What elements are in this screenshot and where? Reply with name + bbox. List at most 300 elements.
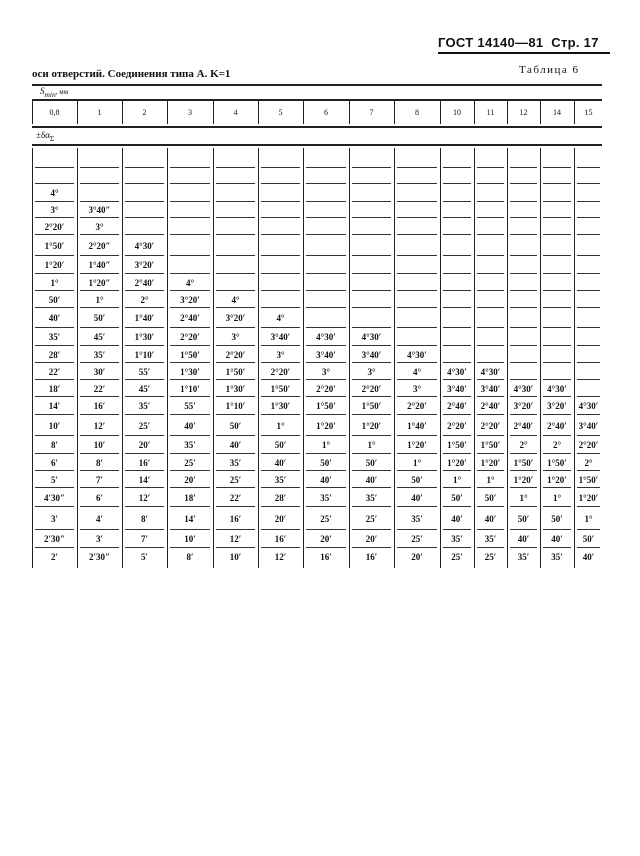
table-cell xyxy=(125,218,164,235)
table-cell: 16′ xyxy=(365,551,378,562)
table-cell: 8′ xyxy=(140,513,149,524)
table-cell xyxy=(577,328,600,346)
table-cell: 2°40′ xyxy=(447,401,467,411)
table-cell xyxy=(397,218,437,235)
table-cell: 1° xyxy=(519,492,528,503)
table-cell xyxy=(443,184,471,202)
table-cell xyxy=(306,291,346,308)
table-cell xyxy=(352,291,391,308)
table-cell xyxy=(543,346,571,363)
table-cell: 3° xyxy=(367,366,376,377)
table-cell: 4°30′ xyxy=(407,349,427,360)
column-header: 11 xyxy=(486,107,495,117)
table-cell xyxy=(443,235,471,256)
table-cell: 3°40′ xyxy=(578,420,599,431)
table-cell: 22′ xyxy=(93,383,106,394)
table-cell: 3°40″ xyxy=(88,205,111,215)
table-cell: 35′ xyxy=(138,401,151,411)
table-cell xyxy=(397,291,437,308)
column-divider xyxy=(574,148,575,568)
table-cell xyxy=(125,202,164,218)
table-cell: 1° xyxy=(412,457,422,468)
table-cell xyxy=(510,328,537,346)
table-cell: 8′ xyxy=(95,457,104,468)
table-cell: 3°20′ xyxy=(225,313,246,323)
table-cell: 3°20′ xyxy=(180,294,200,305)
table-cell xyxy=(443,256,471,274)
smin-label: $S_{min}$, мм xyxy=(40,86,69,99)
table-cell: 40′ xyxy=(411,492,423,503)
table-cell xyxy=(543,168,571,184)
table-cell: 2°20′ xyxy=(407,401,427,411)
table-cell: 1°20″ xyxy=(88,277,111,288)
table-cell: 2°20′ xyxy=(225,349,246,360)
table-cell: 40′ xyxy=(274,457,287,468)
table-cell: 14′ xyxy=(184,513,196,524)
table-cell: 3°40′ xyxy=(270,332,291,342)
column-divider xyxy=(167,148,168,568)
table-cell: 1° xyxy=(367,440,376,450)
table-cell: 25′ xyxy=(411,534,423,544)
table-cell xyxy=(261,256,300,274)
table-cell: 4° xyxy=(412,366,422,377)
table-cell xyxy=(443,308,471,328)
table-cell: 40′ xyxy=(48,313,61,323)
table-cell: 16′ xyxy=(320,551,332,562)
table-cell xyxy=(477,168,504,184)
column-header: 2 xyxy=(142,107,147,117)
table-cell xyxy=(216,148,255,168)
table-cell: 40′ xyxy=(184,420,196,431)
table-cell: 1°50′ xyxy=(480,440,501,450)
table-cell: 2°20′ xyxy=(447,420,467,431)
table-cell: 1°10′ xyxy=(134,349,155,360)
column-divider xyxy=(213,100,214,124)
table-cell: 40′ xyxy=(517,534,530,544)
table-cell: 50′ xyxy=(411,474,423,485)
standard-title xyxy=(438,35,599,50)
table-cell xyxy=(577,256,600,274)
column-divider xyxy=(474,148,475,568)
table-cell xyxy=(261,148,300,168)
table-cell xyxy=(261,274,300,291)
table-cell: 1°40′ xyxy=(407,420,427,431)
table-cell: 1°50′ xyxy=(547,457,567,468)
table-cell: 4°30′ xyxy=(134,240,155,251)
table-cell xyxy=(397,148,437,168)
column-divider xyxy=(77,100,78,124)
table-cell xyxy=(543,291,571,308)
column-header: 1 xyxy=(97,107,102,117)
table-cell: 50′ xyxy=(320,457,332,468)
table-cell: 50′ xyxy=(93,313,106,323)
table-cell: 3°40′ xyxy=(316,349,336,360)
column-divider xyxy=(32,100,33,124)
table-cell xyxy=(352,184,391,202)
table-cell: 50′ xyxy=(274,440,287,450)
table-cell: 25′ xyxy=(451,551,463,562)
table-cell xyxy=(352,148,391,168)
table-cell: 20′ xyxy=(184,474,196,485)
table-cell: 10′ xyxy=(48,420,61,431)
table-cell: 3′ xyxy=(50,513,59,524)
table-cell xyxy=(443,202,471,218)
table-cell xyxy=(306,235,346,256)
header-rule-2 xyxy=(32,126,602,128)
table-cell xyxy=(577,218,600,235)
table-cell xyxy=(543,235,571,256)
table-cell: 1° xyxy=(452,474,462,485)
table-cell: 16′ xyxy=(274,534,287,544)
table-cell xyxy=(510,363,537,380)
table-cell xyxy=(577,184,600,202)
column-divider xyxy=(258,100,259,124)
table-cell xyxy=(352,218,391,235)
table-cell: 3° xyxy=(276,349,285,360)
table-cell: 10′ xyxy=(229,551,242,562)
column-divider xyxy=(303,148,304,568)
table-cell xyxy=(306,168,346,184)
table-cell: 5′ xyxy=(140,551,149,562)
table-cell xyxy=(477,184,504,202)
table-cell xyxy=(443,274,471,291)
table-cell: 12′ xyxy=(93,420,106,431)
table-cell: 25′ xyxy=(138,420,151,431)
table-cell: 10′ xyxy=(184,534,196,544)
table-cell: 35′ xyxy=(274,474,287,485)
table-cell xyxy=(477,218,504,235)
table-cell: 12′ xyxy=(229,534,242,544)
table-cell: 16′ xyxy=(138,457,151,468)
table-cell: 2°40′ xyxy=(513,420,534,431)
table-cell: 1° xyxy=(321,440,331,450)
table-cell xyxy=(261,291,300,308)
table-cell xyxy=(261,168,300,184)
table-cell: 2°20′ xyxy=(44,221,65,232)
table-cell: 40′ xyxy=(229,440,242,450)
table-cell: 50′ xyxy=(451,492,463,503)
table-cell xyxy=(306,148,346,168)
table-cell: 1°40′ xyxy=(134,313,155,323)
table-cell: 12′ xyxy=(138,492,151,503)
table-cell xyxy=(543,202,571,218)
column-divider xyxy=(167,100,168,124)
table-cell: 2°20′ xyxy=(270,366,291,377)
table-cell: 1°50′ xyxy=(447,440,467,450)
table-cell: 10′ xyxy=(93,440,106,450)
table-cell xyxy=(216,168,255,184)
column-divider xyxy=(122,148,123,568)
table-cell xyxy=(306,218,346,235)
table-cell: 2°20′ xyxy=(316,383,336,394)
table-cell: 45′ xyxy=(93,332,106,342)
table-cell xyxy=(261,184,300,202)
table-cell: 20′ xyxy=(365,534,378,544)
table-subtitle: оси отверстий. Соединения типа А. K=1 xyxy=(32,68,231,80)
table-cell xyxy=(261,218,300,235)
table-cell: 35′ xyxy=(451,534,463,544)
table-cell: 4°30′ xyxy=(513,383,534,394)
table-cell xyxy=(510,218,537,235)
table-cell xyxy=(125,184,164,202)
table-cell xyxy=(510,235,537,256)
table-cell xyxy=(170,168,210,184)
column-header: 14 xyxy=(553,107,561,117)
table-cell xyxy=(125,168,164,184)
table-cell xyxy=(397,256,437,274)
table-cell: 1°20′ xyxy=(361,420,382,431)
table-cell xyxy=(216,218,255,235)
table-cell: 22′ xyxy=(229,492,242,503)
table-cell xyxy=(306,308,346,328)
table-cell: 50′ xyxy=(484,492,497,503)
table-cell: 3′ xyxy=(95,534,104,544)
table-cell xyxy=(216,256,255,274)
table-cell xyxy=(577,202,600,218)
table-cell: 4′ xyxy=(95,513,104,524)
column-divider xyxy=(122,100,123,124)
table-cell: 3° xyxy=(95,221,104,232)
table-cell: 14′ xyxy=(138,474,151,485)
table-cell: 35′ xyxy=(551,551,563,562)
table-cell: 2′30″ xyxy=(88,551,110,562)
table-cell xyxy=(352,308,391,328)
table-cell: 55′ xyxy=(138,366,151,377)
table-cell: 1°30′ xyxy=(134,332,155,342)
table-cell: 1°50′ xyxy=(44,240,65,251)
table-cell: 1°20′ xyxy=(407,440,427,450)
table-cell: 6′ xyxy=(50,457,59,468)
table-cell xyxy=(477,256,504,274)
table-cell: 1°20′ xyxy=(447,457,467,468)
table-cell: 2′30″ xyxy=(43,534,65,544)
table-cell: 40′ xyxy=(365,474,378,485)
table-cell xyxy=(443,291,471,308)
column-header: 15 xyxy=(584,107,593,117)
table-cell: 25′ xyxy=(229,474,242,485)
table-cell: 3° xyxy=(50,205,59,215)
table-top-rule xyxy=(32,84,602,86)
table-cell xyxy=(543,218,571,235)
table-cell xyxy=(261,235,300,256)
table-cell: 4°30′ xyxy=(361,332,382,342)
table-cell: 4° xyxy=(231,294,240,305)
header-rule-3 xyxy=(32,144,602,146)
table-cell: 1°40″ xyxy=(88,260,111,270)
table-cell xyxy=(80,184,119,202)
column-divider xyxy=(394,100,395,124)
column-header: 6 xyxy=(324,107,328,117)
table-cell: 4°30′ xyxy=(480,366,501,377)
column-divider xyxy=(540,100,541,124)
column-divider xyxy=(349,148,350,568)
table-cell xyxy=(510,202,537,218)
table-cell: 50′ xyxy=(517,513,530,524)
table-cell xyxy=(170,218,210,235)
table-cell: 1° xyxy=(50,277,59,288)
table-cell: 2°20′ xyxy=(361,383,382,394)
table-cell xyxy=(352,235,391,256)
table-cell: 20′ xyxy=(274,513,287,524)
table-cell xyxy=(352,256,391,274)
table-cell xyxy=(170,235,210,256)
table-cell xyxy=(543,148,571,168)
table-cell xyxy=(443,346,471,363)
table-cell xyxy=(397,202,437,218)
table-cell: 1°50′ xyxy=(513,457,534,468)
table-cell: 35′ xyxy=(411,513,423,524)
table-cell: 16′ xyxy=(229,513,242,524)
table-cell xyxy=(543,274,571,291)
table-cell: 1° xyxy=(486,474,495,485)
table-cell: 1° xyxy=(95,294,104,305)
table-cell: 35′ xyxy=(184,440,196,450)
table-cell: 35′ xyxy=(93,349,106,360)
table-cell: 2°20′ xyxy=(480,420,501,431)
table-cell: 50′ xyxy=(48,294,61,305)
table-cell xyxy=(477,235,504,256)
column-header: 4 xyxy=(233,107,238,117)
column-divider xyxy=(213,148,214,568)
table-cell xyxy=(543,256,571,274)
column-divider xyxy=(349,100,350,124)
table-cell xyxy=(543,363,571,380)
column-header: 10 xyxy=(453,107,461,117)
table-cell: 18′ xyxy=(48,383,61,394)
table-cell: 2° xyxy=(519,440,528,450)
page-number: Стр. 17 xyxy=(551,35,599,50)
table-cell: 1°50′ xyxy=(361,401,382,411)
table-cell: 4° xyxy=(50,188,59,198)
table-cell xyxy=(577,274,600,291)
table-cell: 3° xyxy=(321,366,331,377)
table-cell xyxy=(510,184,537,202)
table-cell xyxy=(477,202,504,218)
table-cell: 1°20′ xyxy=(547,474,567,485)
column-header: 3 xyxy=(188,107,192,117)
table-cell: 40′ xyxy=(484,513,497,524)
table-cell xyxy=(306,256,346,274)
table-cell: 50′ xyxy=(551,513,563,524)
column-divider xyxy=(507,100,508,124)
table-cell xyxy=(510,346,537,363)
table-cell: 3°40′ xyxy=(361,349,382,360)
table-cell xyxy=(352,168,391,184)
table-cell xyxy=(306,274,346,291)
column-header: 8 xyxy=(415,107,419,117)
table-cell xyxy=(443,218,471,235)
table-cell: 1°50′ xyxy=(180,349,200,360)
table-cell: 30′ xyxy=(93,366,106,377)
column-divider xyxy=(258,148,259,568)
column-divider xyxy=(394,148,395,568)
table-cell: 4° xyxy=(185,277,195,288)
table-cell: 28′ xyxy=(274,492,287,503)
table-cell xyxy=(577,148,600,168)
table-cell xyxy=(170,184,210,202)
table-cell xyxy=(170,256,210,274)
column-divider xyxy=(440,100,441,124)
table-cell: 1° xyxy=(552,492,562,503)
table-cell: 35′ xyxy=(517,551,530,562)
table-cell xyxy=(352,202,391,218)
table-cell: 1°50′ xyxy=(225,366,246,377)
table-cell: 2°20″ xyxy=(88,240,111,251)
table-cell: 25′ xyxy=(484,551,497,562)
table-cell: 3°40′ xyxy=(447,383,467,394)
table-cell: 35′ xyxy=(484,534,497,544)
table-cell: 16′ xyxy=(93,401,106,411)
table-cell: 1° xyxy=(276,420,285,431)
table-cell: 3°20′ xyxy=(547,401,567,411)
table-cell: 3° xyxy=(231,332,240,342)
table-cell: 25′ xyxy=(184,457,196,468)
table-cell: 1°50′ xyxy=(578,474,599,485)
table-cell: 4°30′ xyxy=(447,366,467,377)
table-cell: 2°20′ xyxy=(180,332,200,342)
table-cell: 35′ xyxy=(229,457,242,468)
table-cell: 3° xyxy=(412,383,422,394)
table-cell: 6′ xyxy=(95,492,104,503)
table-cell xyxy=(577,291,600,308)
delta-label: $\pm\delta\alpha_\Sigma$ xyxy=(36,130,55,143)
table-cell xyxy=(170,148,210,168)
table-cell xyxy=(577,308,600,328)
table-cell: 3°40′ xyxy=(480,383,501,394)
table-cell xyxy=(510,168,537,184)
table-cell: 2°40′ xyxy=(134,277,155,288)
column-header: 7 xyxy=(369,107,374,117)
table-cell: 2°40′ xyxy=(180,313,200,323)
column-header: 0,8 xyxy=(49,107,60,117)
table-cell xyxy=(80,168,119,184)
table-cell xyxy=(510,308,537,328)
table-cell: 1°10′ xyxy=(180,383,200,394)
table-cell xyxy=(477,148,504,168)
table-cell: 35′ xyxy=(48,332,61,342)
table-cell xyxy=(216,235,255,256)
table-cell: 2° xyxy=(552,440,562,450)
table-cell xyxy=(577,168,600,184)
table-cell: 20′ xyxy=(411,551,423,562)
table-cell xyxy=(510,274,537,291)
table-cell: 1°50′ xyxy=(316,401,336,411)
column-header: 5 xyxy=(278,107,283,117)
table-cell xyxy=(543,308,571,328)
table-cell: 8′ xyxy=(186,551,194,562)
table-cell xyxy=(510,148,537,168)
table-label: Таблица 6 xyxy=(519,64,580,76)
column-header: 12 xyxy=(519,107,528,117)
table-cell xyxy=(477,308,504,328)
table-cell: 1°30′ xyxy=(225,383,246,394)
table-cell: 1°20′ xyxy=(44,260,65,270)
table-cell: 1°20′ xyxy=(316,420,336,431)
table-cell xyxy=(216,184,255,202)
table-cell: 7′ xyxy=(95,474,104,485)
table-cell xyxy=(170,202,210,218)
table-cell xyxy=(577,235,600,256)
table-cell: 8′ xyxy=(50,440,59,450)
table-cell xyxy=(477,274,504,291)
table-cell: 40′ xyxy=(320,474,332,485)
table-cell xyxy=(543,184,571,202)
table-cell xyxy=(397,184,437,202)
table-cell: 1°30′ xyxy=(270,401,291,411)
table-cell: 2° xyxy=(584,457,593,468)
table-cell xyxy=(543,328,571,346)
table-cell: 50′ xyxy=(582,534,595,544)
